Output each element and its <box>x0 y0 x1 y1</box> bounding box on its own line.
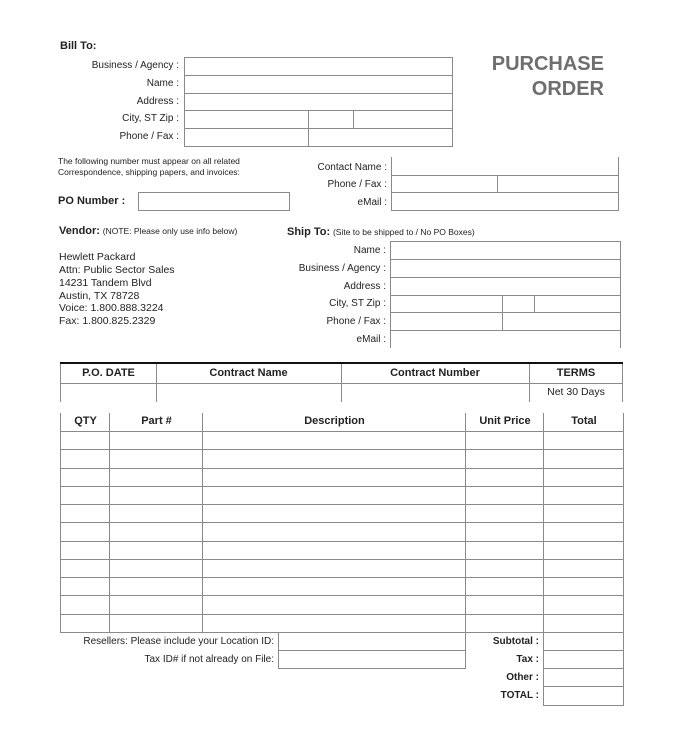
ship-business-label: Business / Agency : <box>298 263 386 274</box>
qty-cell[interactable] <box>61 450 110 468</box>
ship-phone-label: Phone / Fax : <box>326 316 386 327</box>
description-cell[interactable] <box>203 487 466 505</box>
bill-address-label: Address : <box>136 96 179 107</box>
vendor-line: Fax: 1.800.825.2329 <box>59 315 156 327</box>
unit-price-cell[interactable] <box>466 505 544 523</box>
contract-number-header: Contract Number <box>390 367 480 379</box>
contact-email-field[interactable] <box>391 192 619 211</box>
contact-name-field[interactable] <box>391 157 619 176</box>
ship-email-label: eMail : <box>356 334 386 345</box>
part-cell[interactable] <box>110 560 203 578</box>
bill-phone-label: Phone / Fax : <box>119 131 179 142</box>
title-purchase: PURCHASE <box>491 53 604 75</box>
terms-value: Net 30 Days <box>547 386 605 398</box>
description-cell[interactable] <box>203 432 466 450</box>
notice-line2: Correspondence, shipping papers, and invoices: <box>58 167 240 177</box>
total-cell[interactable] <box>544 560 624 578</box>
contact-fax-field[interactable] <box>497 175 619 193</box>
tax-id-field[interactable] <box>278 650 466 669</box>
description-cell[interactable] <box>203 450 466 468</box>
title-order: ORDER <box>531 78 604 100</box>
unit-price-cell[interactable] <box>466 523 544 541</box>
bill-business-field[interactable] <box>184 57 453 76</box>
total-label: TOTAL : <box>500 690 539 701</box>
ship-to-heading-line <box>287 226 475 238</box>
location-id-field[interactable] <box>278 632 466 651</box>
description-cell[interactable] <box>203 596 466 614</box>
notice-line1: The following number must appear on all related <box>58 156 240 166</box>
part-cell[interactable] <box>110 432 203 450</box>
description-cell[interactable] <box>203 560 466 578</box>
ship-phone-field[interactable] <box>390 312 503 331</box>
bill-name-label: Name : <box>146 78 179 89</box>
bill-city-label: City, ST Zip : <box>122 113 179 124</box>
unit-price-cell[interactable] <box>466 432 544 450</box>
po-date-field[interactable] <box>61 384 156 402</box>
ship-fax-field[interactable] <box>502 312 621 331</box>
bill-to-heading: Bill To: <box>60 40 97 52</box>
unit-price-cell[interactable] <box>466 596 544 614</box>
items-header-cell <box>61 413 110 432</box>
part-cell[interactable] <box>110 487 203 505</box>
unit-price-cell[interactable] <box>466 542 544 560</box>
order-info-table <box>60 364 623 402</box>
items-table <box>60 413 624 633</box>
item-row <box>61 487 624 505</box>
subtotal-label: Subtotal : <box>492 636 539 647</box>
subtotal-field[interactable] <box>543 632 624 651</box>
contact-phone-label: Phone / Fax : <box>327 179 387 190</box>
item-row <box>61 615 624 633</box>
ship-zip-field[interactable] <box>534 295 621 313</box>
bill-phone-field[interactable] <box>184 128 309 147</box>
contract-name-header: Contract Name <box>209 367 288 379</box>
grand-total-field[interactable] <box>543 686 624 706</box>
item-row <box>61 469 624 487</box>
qty-cell[interactable] <box>61 487 110 505</box>
part-cell[interactable] <box>110 596 203 614</box>
description-header: Description <box>304 415 365 427</box>
total-cell[interactable] <box>544 578 624 596</box>
po-date-header: P.O. DATE <box>82 367 135 379</box>
item-row <box>61 578 624 596</box>
description-cell[interactable] <box>203 542 466 560</box>
bill-zip-field[interactable] <box>353 110 453 129</box>
unit-price-cell[interactable] <box>466 487 544 505</box>
taxid-label: Tax ID# if not already on File: <box>144 654 274 665</box>
part-cell[interactable] <box>110 469 203 487</box>
qty-cell[interactable] <box>61 542 110 560</box>
tax-label: Tax : <box>516 654 539 665</box>
part-cell[interactable] <box>110 505 203 523</box>
other-field[interactable] <box>543 668 624 687</box>
ship-business-field[interactable] <box>390 259 621 278</box>
qty-cell[interactable] <box>61 432 110 450</box>
qty-cell[interactable] <box>61 578 110 596</box>
terms-header: TERMS <box>556 367 596 379</box>
total-cell[interactable] <box>544 469 624 487</box>
total-cell[interactable] <box>544 505 624 523</box>
ship-address-label: Address : <box>343 281 386 292</box>
ship-to-note: (Site to be shipped to / No PO Boxes) <box>332 227 475 237</box>
ship-email-field[interactable] <box>390 330 621 348</box>
total-cell[interactable] <box>544 450 624 468</box>
vendor-note: (NOTE: Please only use info below) <box>102 226 238 236</box>
ship-to-heading: Ship To: <box>287 226 331 238</box>
description-cell[interactable] <box>203 615 466 633</box>
part-cell[interactable] <box>110 615 203 633</box>
vendor-line: Hewlett Packard <box>59 251 136 263</box>
ship-state-field[interactable] <box>502 295 535 313</box>
unit-price-cell[interactable] <box>466 615 544 633</box>
qty-cell[interactable] <box>61 523 110 541</box>
total-cell[interactable] <box>544 487 624 505</box>
qty-cell[interactable] <box>61 505 110 523</box>
total-cell[interactable] <box>544 542 624 560</box>
total-cell[interactable] <box>544 596 624 614</box>
po-number-field[interactable] <box>138 192 290 211</box>
item-row <box>61 542 624 560</box>
vendor-line: Attn: Public Sector Sales <box>59 264 175 276</box>
contact-email-label: eMail : <box>357 197 387 208</box>
bill-business-label: Business / Agency : <box>91 60 179 71</box>
part-cell[interactable] <box>110 523 203 541</box>
reseller-label: Resellers: Please include your Location ID: <box>83 636 274 647</box>
total-cell[interactable] <box>544 615 624 633</box>
unit-price-cell[interactable] <box>466 560 544 578</box>
ship-name-field[interactable] <box>390 241 621 260</box>
vendor-line: 14231 Tandem Blvd <box>59 277 152 289</box>
bill-city-field[interactable] <box>184 110 309 129</box>
items-header-cell <box>203 413 466 432</box>
item-row <box>61 450 624 468</box>
item-row <box>61 432 624 450</box>
total-cell[interactable] <box>544 523 624 541</box>
contact-phone-field[interactable] <box>391 175 498 193</box>
total-cell[interactable] <box>544 432 624 450</box>
contact-name-label: Contact Name : <box>317 162 387 173</box>
description-cell[interactable] <box>203 469 466 487</box>
part-cell[interactable] <box>110 450 203 468</box>
description-cell[interactable] <box>203 505 466 523</box>
bill-address-field[interactable] <box>184 93 453 111</box>
bill-name-field[interactable] <box>184 75 453 94</box>
item-row <box>61 505 624 523</box>
po-number-label: PO Number : <box>58 195 126 207</box>
qty-cell[interactable] <box>61 596 110 614</box>
ship-address-field[interactable] <box>390 277 621 296</box>
bill-state-field[interactable] <box>308 110 354 129</box>
item-row <box>61 596 624 614</box>
item-row <box>61 523 624 541</box>
items-header-cell <box>110 413 203 432</box>
item-row <box>61 560 624 578</box>
ship-name-label: Name : <box>353 245 386 256</box>
tax-field[interactable] <box>543 650 624 669</box>
ship-city-field[interactable] <box>390 295 503 313</box>
contract-name-field[interactable] <box>157 384 341 402</box>
description-cell[interactable] <box>203 523 466 541</box>
unit-price-cell[interactable] <box>466 450 544 468</box>
contract-number-field[interactable] <box>342 384 529 402</box>
other-label: Other : <box>506 672 539 683</box>
unit-price-header: Unit Price <box>479 415 531 427</box>
part-cell[interactable] <box>110 542 203 560</box>
vendor-heading-line <box>59 225 237 237</box>
qty-cell[interactable] <box>61 560 110 578</box>
qty-cell[interactable] <box>61 615 110 633</box>
items-header-cell <box>544 413 624 432</box>
vendor-line: Voice: 1.800.888.3224 <box>59 302 164 314</box>
qty-header: QTY <box>74 415 97 427</box>
vendor-heading: Vendor: <box>59 225 100 237</box>
vendor-line: Austin, TX 78728 <box>59 290 140 302</box>
items-header-cell <box>466 413 544 432</box>
ship-city-label: City, ST Zip : <box>329 298 386 309</box>
part-cell[interactable] <box>110 578 203 596</box>
description-cell[interactable] <box>203 578 466 596</box>
unit-price-cell[interactable] <box>466 578 544 596</box>
part-header: Part # <box>141 415 172 427</box>
total-header: Total <box>571 415 597 427</box>
unit-price-cell[interactable] <box>466 469 544 487</box>
bill-fax-field[interactable] <box>308 128 453 147</box>
qty-cell[interactable] <box>61 469 110 487</box>
